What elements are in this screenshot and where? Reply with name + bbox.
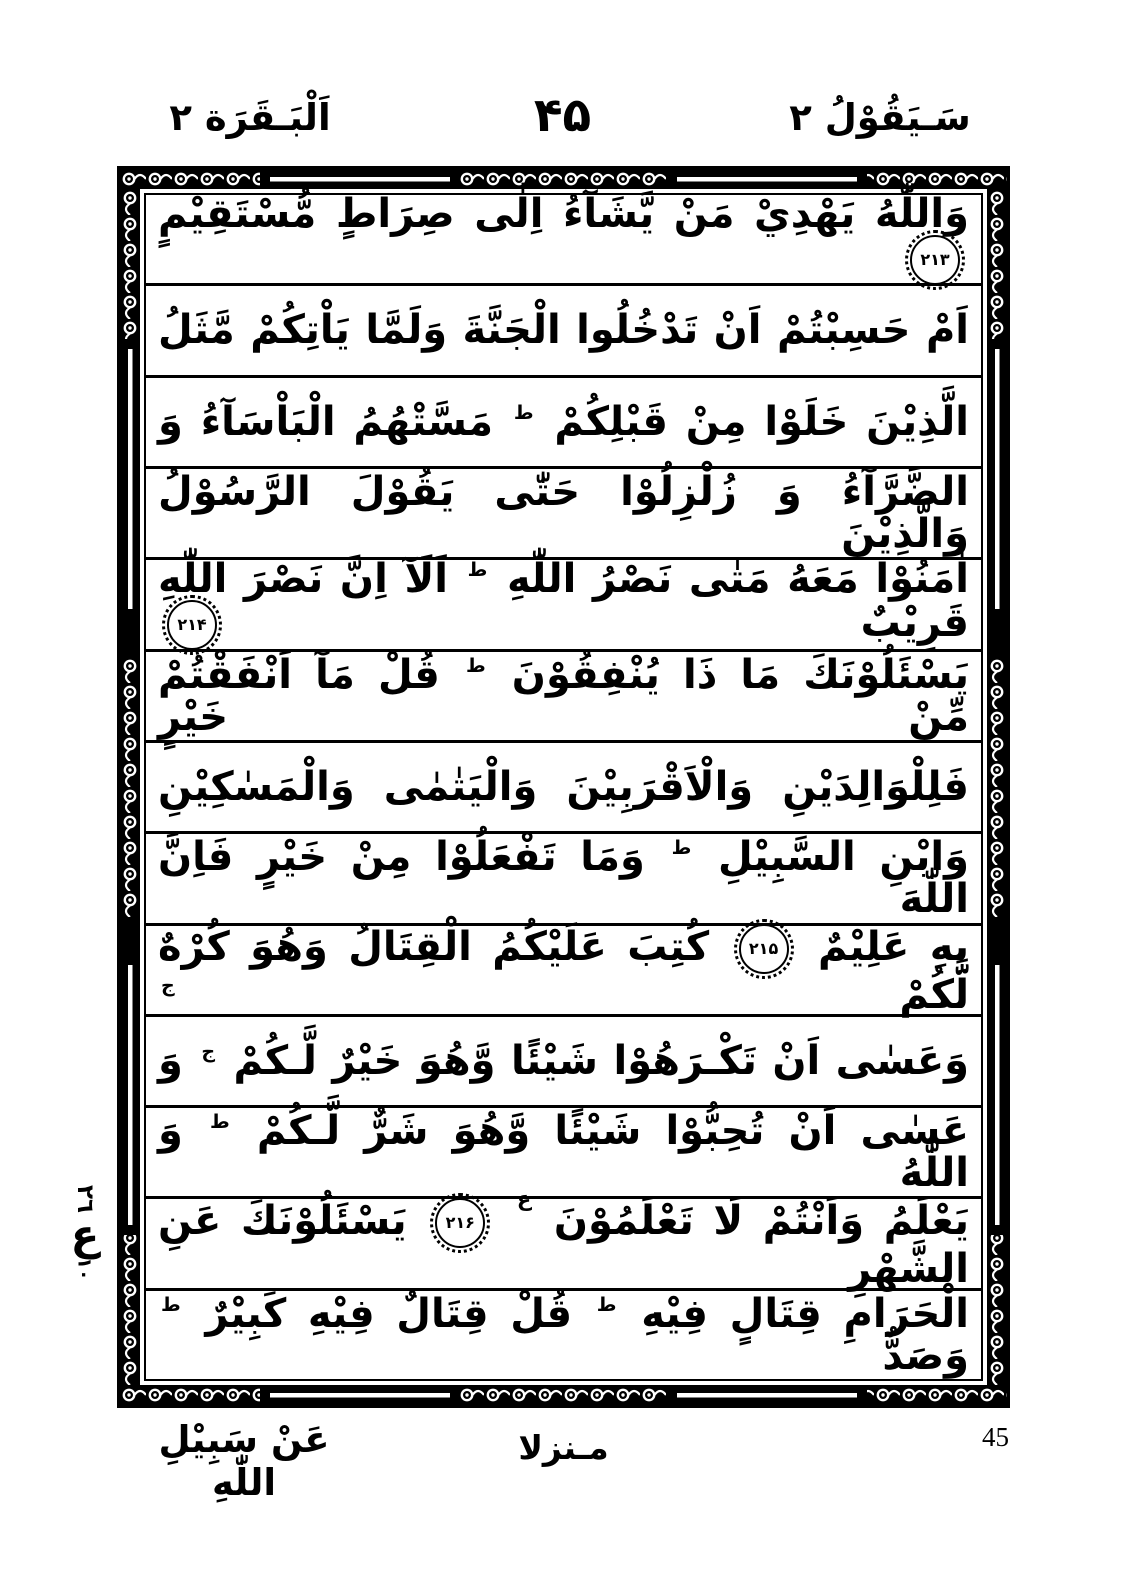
quran-line [158,1108,969,1197]
ayah-text: وَعَسٰى اَنْ تَكْـرَهُوْا شَيْئًا وَّهُوَ خَيْرٌ لَّـكُمْ [233,1037,969,1084]
aya-number-medallion: ۲۱۴ [167,600,217,650]
header-page-number-urdu: ۴۵ [533,88,592,143]
quran-line-row [146,1291,981,1379]
ayah-text: بِهِ عَلِيْمٌ [817,923,969,970]
ayah-text: الَّذِيْنَ خَلَوْا مِنْ قَبْلِكُمْ [554,398,969,445]
ayah-text: اٰمَنُوْا مَعَهُ مَتٰى نَصْرُ اللّٰهِ [506,556,969,603]
ayah-text: قُلْ مَآ اَنْفَقْتُمْ مِّنْ خَيْرٍ [158,651,969,740]
quran-line [158,307,969,354]
quran-line-row [146,378,981,469]
ruku-count-bottom: ١٠ [73,1257,96,1281]
ayah-text: فَلِلْوَالِدَيْنِ وَالْاَقْرَبِيْنَ وَالْيَتٰمٰى وَالْمَسٰكِيْنِ [158,764,969,811]
ayah-text: وَصَدٌّ [882,1332,969,1379]
quran-line-row [146,1017,981,1108]
footer-catchword: عَنْ سَبِيْلِ اللّٰهِ [158,1418,330,1504]
quran-line [158,1037,969,1084]
decorative-border-top-icon [120,169,1007,189]
aya-number-medallion: ۲۱۶ [435,1198,485,1248]
quran-line [158,924,969,1016]
quran-line [158,398,969,445]
ayah-text: وَ [158,1037,183,1084]
quran-line-row [146,923,981,1018]
ayah-text: قُلْ قِتَالٌ فِيْهِ كَبِيْرٌ [205,1290,573,1337]
quran-line [158,764,969,811]
quran-line-row [146,1108,981,1199]
ayah-text: اَلَآ اِنَّ نَصْرَ اللّٰهِ قَرِيْبٌ [158,556,969,647]
ayah-text: يَسْئَلُوْنَكَ مَا ذَا يُنْفِقُوْنَ [511,651,969,698]
ruku-count-top: ٢٦ [71,1184,98,1214]
decorative-border-left-icon [120,189,140,1385]
header-surah-label: اَلْبَـقَرَة ٢ [169,96,331,139]
waqf-mark: ج [201,1040,216,1063]
quran-line [158,651,969,740]
aya-number-medallion: ۲۱۵ [739,924,789,974]
ayah-text: الضَّرَّآءُ وَ زُلْزِلُوْا حَتّٰى يَقُوْلَ الرَّسُوْلُ وَالَّذِيْنَ [158,469,969,558]
footer-page-number: 45 [982,1422,1009,1452]
waqf-mark: ط [209,1111,230,1134]
quran-line-row [146,286,981,377]
ayah-text: عَسٰى اَنْ تُحِبُّوْا شَيْئًا وَّهُوَ شَرٌّ لَّـكُمْ [256,1108,969,1155]
text-rows [144,193,983,1381]
quran-line-row [146,834,981,925]
ruku-ayn-symbol: ع [70,1210,100,1259]
quran-line [158,558,969,650]
ayah-text: وَابْنِ السَّبِيْلِ [717,834,969,881]
header-juz-label: سَـيَقُوْلُ ٢ [789,96,971,139]
quran-line [158,834,969,923]
ayah-text: مَسَّتْهُمُ الْبَاْسَآءُ وَ [158,398,493,445]
ayah-text: وَمَا تَفْعَلُوْا مِنْ خَيْرٍ فَاِنَّ اللّٰهَ [158,834,969,923]
ruku-mark: ع [516,1186,532,1211]
quran-line-row [146,191,981,286]
quran-line-row [146,1186,981,1292]
ayah-text: يَسْئَلُوْنَكَ عَنِ الشَّهْرِ [158,1197,969,1292]
ayah-text: الْحَرَامِ قِتَالٍ فِيْهِ [641,1290,969,1337]
waqf-mark: ط [161,1293,181,1316]
aya-number-medallion: ۲۱۳ [910,235,960,285]
quran-line-row [146,469,981,560]
waqf-mark: ط [596,1293,617,1316]
decorative-border-right-icon [987,189,1007,1385]
quran-line-row [146,556,981,651]
waqf-mark: ط [513,401,534,424]
ayah-text: يَعْلَمُ وَاَنْتُمْ لَا تَعْلَمُوْنَ [553,1197,969,1244]
quran-line [158,469,969,558]
waqf-mark: ط [671,837,692,860]
waqf-mark: ج [161,974,175,997]
quran-line-row [146,652,981,743]
quran-line [158,1290,969,1379]
ayah-text: وَ اللّٰهُ [158,1108,969,1197]
ayah-text: وَاللّٰهُ يَهْدِيْ مَنْ يَّشَآءُ اِلٰى صِرَاطٍ مُّسْتَقِيْمٍ [158,191,969,238]
quran-line-row [146,743,981,834]
waqf-mark: ط [465,654,486,677]
quran-line [158,1186,969,1292]
decorative-border-bottom-icon [120,1385,1007,1405]
waqf-mark: ط [467,559,488,582]
ayah-text: اَمْ حَسِبْتُمْ اَنْ تَدْخُلُوا الْجَنَّةَ وَلَمَّا يَاْتِكُمْ مَّثَلُ [158,307,969,354]
footer-manzil-label: مـنزلا [518,1428,609,1467]
margin-ruku-marker [50,1186,120,1280]
quran-frame [117,166,1010,1408]
quran-line [158,193,969,285]
ayah-text: كُتِبَ عَلَيْكُمُ الْقِتَالُ وَهُوَ كُرْهٌ لَّكُمْ [158,923,969,1018]
